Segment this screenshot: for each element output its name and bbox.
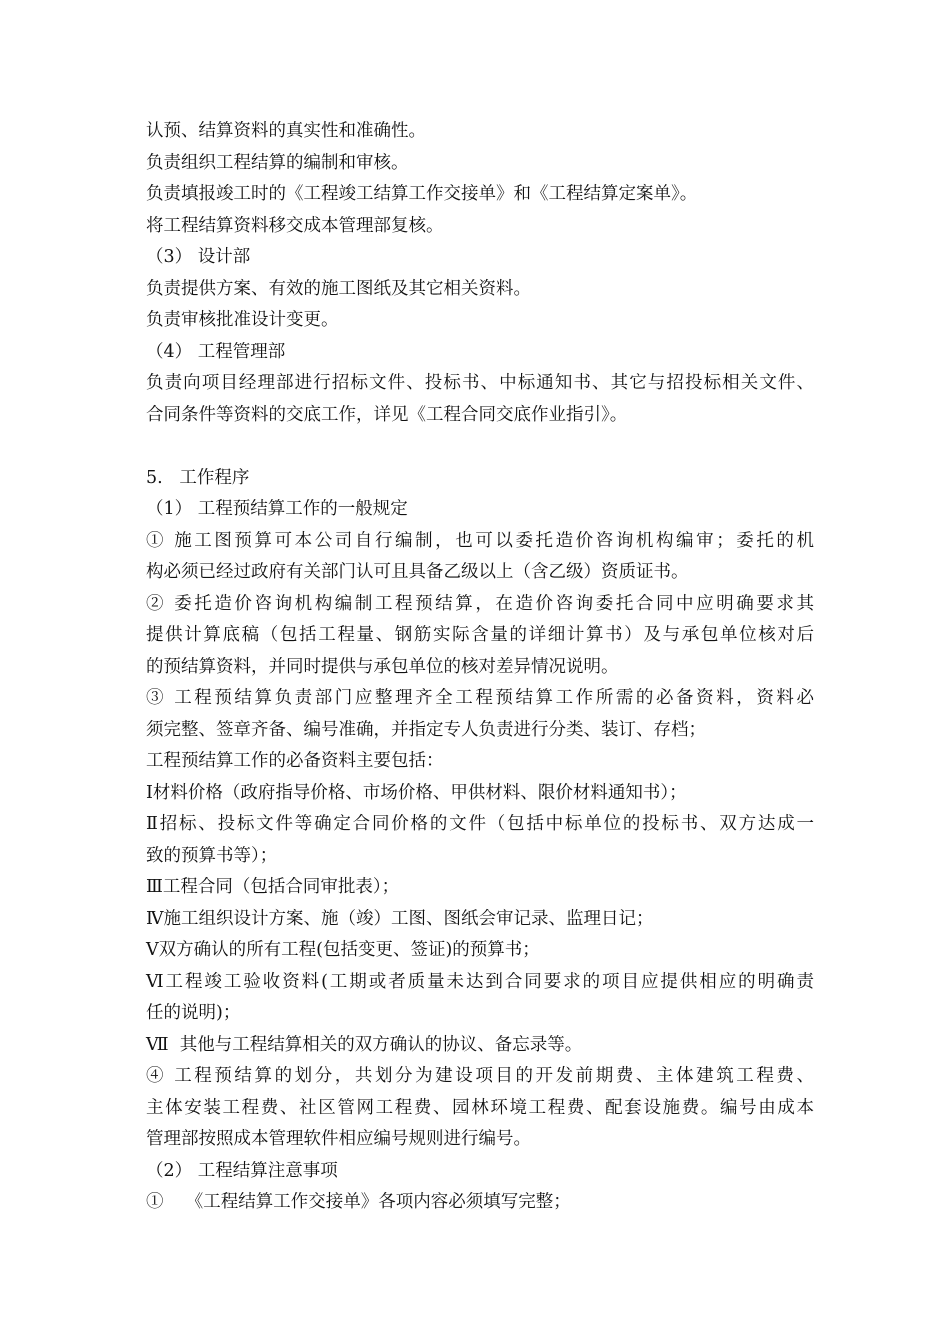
text-line: ④ 工程预结算的划分，共划分为建设项目的开发前期费、主体建筑工程费、 bbox=[146, 1066, 814, 1086]
text-line: 负责审核批准设计变更。 bbox=[146, 310, 339, 330]
list-item: Ⅳ施工组织设计方案、施（竣）工图、图纸会审记录、监理日记； bbox=[146, 908, 654, 929]
section-heading: （1） 工程预结算工作的一般规定 bbox=[146, 499, 408, 519]
text-line: 合同条件等资料的交底工作，详见《工程合同交底作业指引》。 bbox=[146, 404, 628, 425]
text-line: ① 《工程结算工作交接单》各项内容必须填写完整； bbox=[146, 1192, 571, 1212]
text-line: 的预结算资料，并同时提供与承包单位的核对差异情况说明。 bbox=[146, 656, 619, 677]
text-line: ① 施工图预算可本公司自行编制，也可以委托造价咨询机构编审；委托的机 bbox=[146, 530, 814, 551]
list-item: Ⅱ招标、投标文件等确定合同价格的文件（包括中标单位的投标书、双方达成一 bbox=[146, 814, 814, 834]
paragraph-gap bbox=[146, 431, 814, 463]
document-page bbox=[146, 116, 814, 1219]
section-heading: （4） 工程管理部 bbox=[146, 341, 286, 362]
text-line: ③ 工程预结算负责部门应整理齐全工程预结算工作所需的必备资料，资料必 bbox=[146, 688, 814, 708]
text-line: 致的预算书等）； bbox=[146, 845, 278, 866]
section-heading: （3） 设计部 bbox=[146, 247, 251, 267]
text-line: 任的说明)； bbox=[146, 1003, 241, 1023]
text-line: 负责提供方案、有效的施工图纸及其它相关资料。 bbox=[146, 278, 531, 299]
list-item: Ⅴ双方确认的所有工程(包括变更、签证)的预算书； bbox=[146, 940, 540, 960]
text-line: 构必须已经过政府有关部门认可且具备乙级以上（含乙级）资质证书。 bbox=[146, 562, 689, 582]
text-line: 负责向项目经理部进行招标文件、投标书、中标通知书、其它与招投标相关文件、 bbox=[146, 373, 814, 393]
text-line: 工程预结算工作的必备资料主要包括： bbox=[146, 751, 444, 771]
list-item: Ⅵ工程竣工验收资料(工期或者质量未达到合同要求的项目应提供相应的明确责 bbox=[146, 971, 814, 992]
text-line: 提供计算底稿（包括工程量、钢筋实际含量的详细计算书）及与承包单位核对后 bbox=[146, 625, 814, 645]
text-line: 主体安装工程费、社区管网工程费、园林环境工程费、配套设施费。编号由成本 bbox=[146, 1097, 814, 1118]
text-line: 须完整、签章齐备、编号准确，并指定专人负责进行分类、装订、存档； bbox=[146, 719, 706, 740]
text-line: 负责组织工程结算的编制和审核。 bbox=[146, 152, 409, 173]
list-item: Ⅲ工程合同（包括合同审批表）； bbox=[146, 877, 400, 897]
text-line: 认预、结算资料的真实性和准确性。 bbox=[146, 121, 426, 141]
text-line: 将工程结算资料移交成本管理部复核。 bbox=[146, 215, 444, 236]
list-item: Ⅰ材料价格（政府指导价格、市场价格、甲供材料、限价材料通知书）； bbox=[146, 782, 687, 803]
chapter-heading: 5. 工作程序 bbox=[146, 467, 250, 488]
text-line: ② 委托造价咨询机构编制工程预结算，在造价咨询委托合同中应明确要求其 bbox=[146, 593, 814, 614]
list-item: Ⅶ 其他与工程结算相关的双方确认的协议、备忘录等。 bbox=[146, 1034, 583, 1055]
text-line: 管理部按照成本管理软件相应编号规则进行编号。 bbox=[146, 1129, 531, 1149]
section-heading: （2） 工程结算注意事项 bbox=[146, 1160, 338, 1181]
text-line: 负责填报竣工时的《工程竣工结算工作交接单》和《工程结算定案单》。 bbox=[146, 184, 698, 204]
